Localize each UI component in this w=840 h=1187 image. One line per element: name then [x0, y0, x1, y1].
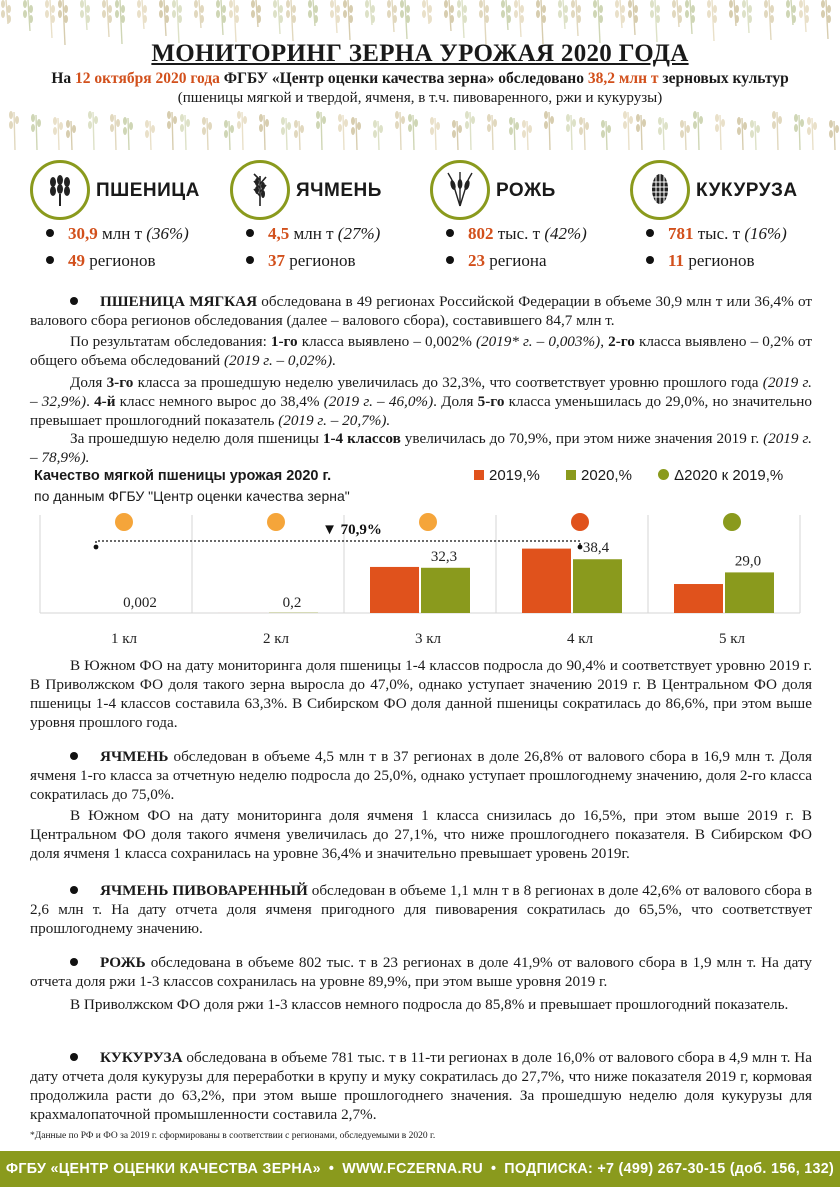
data-label: 0,2: [282, 595, 302, 611]
bar-2019: [522, 549, 571, 613]
grain-stalk-icon: [623, 111, 633, 150]
text-run: 1-4 классов: [322, 430, 401, 447]
crop-share: (27%): [337, 224, 381, 243]
grain-stalk-icon: [229, 0, 239, 42]
grain-stalk-icon: [259, 114, 269, 150]
chart-subtitle: по данным ФГБУ "Центр оценки качества зерна": [34, 488, 350, 504]
barley-heading: ЯЧМЕНЬ: [100, 748, 169, 765]
range-annotation: ▼ 70,9%: [322, 522, 382, 538]
grain-stalk-icon: [737, 117, 747, 150]
grain-stalk-icon: [685, 0, 695, 34]
grain-stalk-icon: [786, 0, 796, 25]
text-run: класс немного вырос до 38,4%: [115, 393, 324, 410]
legend-item-2020: [566, 467, 632, 484]
crop-volume-unit: млн т: [289, 224, 338, 243]
crop-regions: [446, 251, 547, 271]
grain-stalk-icon: [343, 0, 353, 40]
crop-volume-unit: тыс. т: [493, 224, 545, 243]
crop-regions: [646, 251, 755, 271]
text-run: 3-го: [106, 374, 134, 391]
rye-text: обследована в объеме 802 тыс. т в 23 регионах в доле 41,9% от валового сбора в 1,9 млн т. На дату отчета доля ржи 1-3 классов сохранилась на уровне 89,9%, при этом выше уровня 2019 г.: [30, 954, 812, 990]
crop-regions-count: 49: [68, 251, 85, 270]
subtitle-volume: 38,2 млн т: [587, 70, 659, 87]
grain-stalk-icon: [444, 0, 454, 31]
rye-paragraph-1: [30, 953, 812, 991]
bar-2020: [421, 568, 470, 613]
crop-name: КУКУРУЗА: [696, 180, 798, 201]
text-run: (2019* г. – 0,003%): [475, 333, 601, 350]
grain-stalk-icon: [216, 0, 226, 35]
crop-regions: [46, 251, 156, 271]
grain-stalk-icon: [180, 114, 190, 150]
category-label: 3 кл: [414, 631, 442, 647]
category-label: 2 кл: [262, 631, 290, 647]
grain-stalk-icon: [501, 0, 511, 30]
grain-stalk-icon: [571, 0, 581, 36]
crop-name: ЯЧМЕНЬ: [296, 180, 382, 201]
subtitle-suffix: зерновых культур: [658, 70, 789, 87]
wheat-text: обследована в 49 регионах Российской Федерации в объеме 30,9 млн т или 36,4% от валового сбора регионов обследования (далее – валового сбора), составившего 84,7 млн т.: [30, 293, 812, 329]
grain-stalk-icon: [172, 0, 182, 43]
grain-stalk-icon: [1, 0, 11, 24]
bar-2019: [370, 567, 419, 613]
grain-stalk-icon: [579, 117, 589, 150]
grain-stalk-icon: [465, 111, 475, 150]
grain-stalk-icon: [251, 0, 261, 27]
grain-stalk-icon: [729, 0, 739, 26]
legend-swatch-icon: [474, 470, 484, 480]
subtitle-prefix: На: [51, 70, 75, 87]
crop-card-barley: [230, 160, 440, 280]
corn-icon: [630, 160, 690, 220]
grain-stalk-icon: [110, 114, 120, 150]
bullet-icon: [646, 229, 654, 237]
text-run: 2-го: [608, 333, 635, 350]
grain-stalk-icon: [452, 120, 462, 150]
grain-stalk-icon: [680, 120, 690, 150]
text-run: класса выявлено – 0,002%: [297, 333, 476, 350]
legend-item-2019: [474, 467, 540, 484]
legend-item-delta: [658, 467, 783, 484]
barley-paragraph-2: В Южном ФО на дату мониторинга доля ячменя 1 класса снизилась до 16,5%, при этом выше 2019 г. В Центральном ФО доля такого ячменя увеличилась до 27,1%, что ниже прошлогоднего показателя. В Сибирском ФО доля ячменя 1 класса сохранилась на уровне 36,4% и значительно превышает уровень 2019г.: [30, 807, 812, 862]
grain-stalk-icon: [102, 0, 112, 37]
chart-legend: [474, 467, 805, 484]
bullet-icon: [446, 229, 454, 237]
text-run: 5-го: [477, 393, 505, 410]
bar-2020: [573, 559, 622, 613]
rye-heading: РОЖЬ: [100, 954, 146, 971]
grain-stalk-icon: [487, 114, 497, 150]
grain-stalk-icon: [308, 0, 318, 26]
bullet-icon: [70, 958, 78, 966]
grain-stalk-icon: [351, 117, 361, 150]
delta-marker: [267, 513, 285, 531]
grain-stalk-icon: [194, 0, 204, 28]
wheat-quality-chart: [30, 505, 810, 653]
grain-stalk-icon: [23, 0, 33, 31]
wheat-regions-paragraph: В Южном ФО на дату мониторинга доля пшеницы 1-4 классов подросла до 90,4% и соответствует уровню 2019 г. В Приволжском ФО доля такого зерна выросла до 47,0%, однако уступает значению 2019 г. В Центральном ФО доля пшеницы 1-4 классов составила 63,3%. В Сибирском ФО доля данной пшеницы сократилась до 86,6%, при этом выше уровня прошлого года.: [30, 657, 812, 731]
category-label: 1 кл: [110, 631, 138, 647]
bracket-end-dot: [578, 545, 583, 550]
grain-stalk-icon: [66, 120, 76, 150]
grain-stalk-icon: [536, 0, 546, 44]
crop-regions-word: регионов: [684, 251, 755, 270]
crop-regions-count: 23: [468, 251, 485, 270]
crop-share: (16%): [744, 224, 787, 243]
bullet-icon: [70, 297, 78, 305]
page-header: [0, 0, 840, 150]
grain-stalk-icon: [558, 0, 568, 29]
data-label: 0,002: [123, 595, 157, 611]
grain-stalk-icon: [294, 120, 304, 150]
text-run: класса за прошедшую неделю увеличилась до 32,3%, что соответствует уровню прошлого года: [133, 374, 763, 391]
grain-stalk-icon: [650, 0, 660, 42]
text-run: класса выявлено – 0,2% от общего объема обследований: [30, 333, 812, 369]
rye-paragraph-2: В Приволжском ФО доля ржи 1-3 классов немного подросла до 85,8% и превышает прошлогодний показатель.: [70, 996, 789, 1013]
grain-stalk-icon: [742, 0, 752, 33]
wheat-paragraph-4: [30, 429, 812, 467]
text-run: (2019 г. – 46,0%): [323, 393, 434, 410]
text-run: (2019 г. – 20,7%).: [278, 412, 391, 429]
text-run: .: [86, 393, 95, 410]
grain-stalk-icon: [31, 114, 41, 150]
grain-stalk-icon: [224, 120, 234, 150]
chart-title: Качество мягкой пшеницы урожая 2020 г.: [34, 468, 332, 484]
bullet-icon: [446, 256, 454, 264]
grain-stalk-icon: [479, 0, 489, 45]
crop-volume: [46, 224, 189, 244]
grain-stalk-icon: [159, 0, 169, 36]
crop-regions-count: 37: [268, 251, 285, 270]
text-run: (2019 г. – 0,02%).: [223, 352, 337, 369]
grain-stalk-icon: [615, 0, 625, 28]
grain-stalk-icon: [316, 111, 326, 150]
bullet-icon: [246, 229, 254, 237]
delta-marker: [419, 513, 437, 531]
crop-volume-unit: тыс. т: [693, 224, 745, 243]
grain-stalk-icon: [636, 114, 646, 150]
grain-stalk-icon: [764, 0, 774, 40]
bracket-end-dot: [94, 545, 99, 550]
text-run: 4-й: [94, 393, 116, 410]
crop-volume-value: 30,9: [68, 224, 98, 243]
grain-stalk-icon: [593, 0, 603, 43]
grain-stalk-icon: [672, 0, 682, 27]
grain-stalk-icon: [566, 114, 576, 150]
malt-barley-paragraph: [30, 881, 812, 938]
grain-stalk-icon: [408, 114, 418, 150]
text-run: увеличилась до 70,9%, при этом ниже значения 2019 г.: [400, 430, 764, 447]
data-label: 32,3: [430, 548, 458, 565]
grain-stalk-icon: [330, 0, 340, 33]
grain-stalk-icon: [772, 111, 782, 150]
text-run: (2019 г. – 78,9%).: [30, 430, 812, 466]
grain-stalk-icon: [509, 117, 519, 150]
crop-share: (36%): [146, 224, 189, 243]
bullet-icon: [70, 752, 78, 760]
malt-barley-heading: ЯЧМЕНЬ ПИВОВАРЕННЫЙ: [100, 882, 308, 899]
bullet-icon: [46, 256, 54, 264]
text-run: . Доля: [433, 393, 478, 410]
crop-regions-count: 11: [668, 251, 685, 270]
crop-name: ПШЕНИЦА: [96, 180, 200, 201]
text-run: (2019 г. – 32,9%): [30, 374, 812, 410]
text-run: За прошедшую неделю доля пшеницы: [70, 430, 323, 447]
grain-stalk-icon: [821, 0, 831, 39]
grain-stalk-icon: [799, 0, 809, 32]
grain-stalk-icon: [422, 0, 432, 24]
crop-share: (42%): [544, 224, 587, 243]
wheat-paragraph-3: [30, 373, 812, 430]
grain-stalk-icon: [430, 117, 440, 150]
grain-stalk-icon: [145, 120, 155, 150]
legend-swatch-icon: [566, 470, 576, 480]
crop-volume-unit: млн т: [97, 224, 147, 243]
grain-stalk-icon: [9, 111, 19, 150]
grain-stalk-icon: [707, 0, 717, 41]
text-run: класса уменьшилась до 29,0%, но значительно превышает прошлогодний показатель: [30, 393, 813, 429]
crop-card-wheat: [30, 160, 240, 280]
page-subtitle-crops: (пшеницы мягкой и твердой, ячменя, в т.ч. пивоваренного, ржи и кукурузы): [177, 90, 663, 106]
crop-volume: [446, 224, 587, 244]
wheat-paragraph-2: [30, 332, 812, 370]
grain-stalk-icon: [373, 120, 383, 150]
page-title: МОНИТОРИНГ ЗЕРНА УРОЖАЯ 2020 ГОДА: [151, 40, 689, 67]
bullet-icon: [46, 229, 54, 237]
crop-name: РОЖЬ: [496, 180, 556, 201]
bullet-icon: [70, 886, 78, 894]
legend-label: Δ2020 к 2019,%: [674, 467, 784, 484]
delta-marker: [115, 513, 133, 531]
separator-dot-icon: •: [328, 1161, 335, 1177]
wheat-icon: [30, 160, 90, 220]
grain-stalk-icon: [807, 117, 817, 150]
bar-2020: [725, 572, 774, 613]
barley-icon: [230, 160, 290, 220]
crop-regions: [246, 251, 356, 271]
crop-volume-value: 802: [468, 224, 494, 243]
crop-volume: [646, 224, 787, 244]
crop-regions-word: регионов: [85, 251, 156, 270]
grain-stalk-icon: [53, 117, 63, 150]
grain-stalk-icon: [58, 0, 68, 45]
category-label: 5 кл: [718, 631, 746, 647]
wheat-paragraph-1: [30, 292, 812, 330]
category-label: 4 кл: [566, 631, 594, 647]
grain-stalk-icon: [693, 111, 703, 150]
barley-paragraph-1: [30, 747, 812, 804]
grain-stalk-icon: [137, 0, 147, 29]
grain-stalk-icon: [202, 117, 212, 150]
subtitle-mid: ФГБУ «Центр оценки качества зерна» обследовано: [219, 70, 588, 87]
grain-stalk-icon: [750, 120, 760, 150]
page-footer: [0, 1151, 840, 1187]
wheat-heading: ПШЕНИЦА МЯГКАЯ: [100, 293, 258, 310]
barley-text: обследован в объеме 4,5 млн т в 37 регионах в доле 26,8% от валового сбора в 16,9 млн т. Доля ячменя 1-го класса за отчетную неделю подросла до 25,0%, однако уступает прошлогоднему значению, доля 2-го класса сократилась до 75,0%.: [30, 748, 812, 803]
grain-stalk-icon: [457, 0, 467, 38]
corn-heading: КУКУРУЗА: [100, 1049, 183, 1066]
text-run: ,: [600, 333, 609, 350]
footer-website-link[interactable]: WWW.FCZERNA.RU: [342, 1161, 483, 1177]
separator-dot-icon: •: [490, 1161, 497, 1177]
crop-regions-word: регионов: [285, 251, 356, 270]
grain-stalk-icon: [395, 111, 405, 150]
corn-text: обследована в объеме 781 тыс. т в 11-ти регионах в доле 16,0% от валового сбора в 4,9 млн т. На дату отчета доля кукурузы для переработки в крупу и муку сократилась до 27,7%, что ниже показателя 2019 г, кормовая продолжила расти до 63,2%, при этом выше прошлогоднего значения. За прошедшую неделю доля кукурузы для крахмалопаточной промышленности составила 2,7%.: [30, 1049, 812, 1123]
grain-stalk-icon: [794, 114, 804, 150]
range-bracket: [96, 541, 580, 547]
footnote: *Данные по РФ и ФО за 2019 г. сформированы в соответствии с регионами, обследуемыми в 2020 г.: [30, 1131, 436, 1141]
grain-stalk-icon: [167, 111, 177, 150]
grain-stalk-icon: [273, 0, 283, 34]
grain-stalk-icon: [80, 0, 90, 30]
grain-stalk-icon: [400, 0, 410, 39]
crop-card-corn: [630, 160, 840, 280]
grain-stalk-icon: [601, 120, 611, 150]
data-label: 38,4: [582, 540, 610, 557]
grain-stalk-icon: [628, 0, 638, 35]
grain-stalk-icon: [286, 0, 296, 41]
grain-stalk-icon: [88, 111, 98, 150]
grain-stalk-icon: [387, 0, 397, 32]
grain-stalk-icon: [281, 117, 291, 150]
grain-stalk-icon: [522, 120, 532, 150]
grain-stalk-icon: [338, 114, 348, 150]
grain-stalk-icon: [115, 0, 125, 44]
grain-stalk-icon: [715, 114, 725, 150]
bullet-icon: [70, 1053, 78, 1061]
crop-volume-value: 4,5: [268, 224, 290, 243]
crop-volume-value: 781: [668, 224, 694, 243]
text-run: По результатам обследования:: [70, 333, 271, 350]
subtitle-date: 12 октября 2020 года: [75, 70, 220, 87]
text-run: Доля: [70, 374, 107, 391]
bullet-icon: [246, 256, 254, 264]
grain-stalk-icon: [829, 120, 839, 150]
data-label: 29,0: [734, 553, 762, 570]
grain-stalk-icon: [514, 0, 524, 37]
legend-label: 2020,%: [581, 467, 632, 484]
corn-paragraph: [30, 1048, 812, 1124]
bar-2019: [674, 584, 723, 613]
crop-card-rye: [430, 160, 640, 280]
crop-regions-word: региона: [485, 251, 547, 270]
grain-stalk-icon: [123, 117, 133, 150]
grain-stalk-icon: [658, 117, 668, 150]
delta-marker: [723, 513, 741, 531]
grain-stalk-icon: [45, 0, 55, 38]
grain-stalk-icon: [237, 111, 247, 150]
bullet-icon: [646, 256, 654, 264]
footer-org: ФГБУ «ЦЕНТР ОЦЕНКИ КАЧЕСТВА ЗЕРНА»: [5, 1161, 321, 1177]
grain-stalk-icon: [544, 111, 554, 150]
crop-volume: [246, 224, 380, 244]
footer-subscription: ПОДПИСКА: +7 (499) 267-30-15 (доб. 156, 132): [504, 1161, 835, 1177]
rye-icon: [430, 160, 490, 220]
legend-swatch-icon: [658, 469, 669, 480]
legend-label: 2019,%: [489, 467, 540, 484]
text-run: 1-го: [270, 333, 298, 350]
page-subtitle: [0, 70, 840, 88]
grain-stalk-icon: [365, 0, 375, 25]
malt-barley-text: обследован в объеме 1,1 млн т в 8 регионах в доле 42,6% от валового сбора в 2,6 млн т. На дату отчета доля ячменя пригодного для пивоварения сократилась до 65,5%, что соответствует прошлогоднему значению.: [30, 882, 813, 937]
delta-marker: [571, 513, 589, 531]
